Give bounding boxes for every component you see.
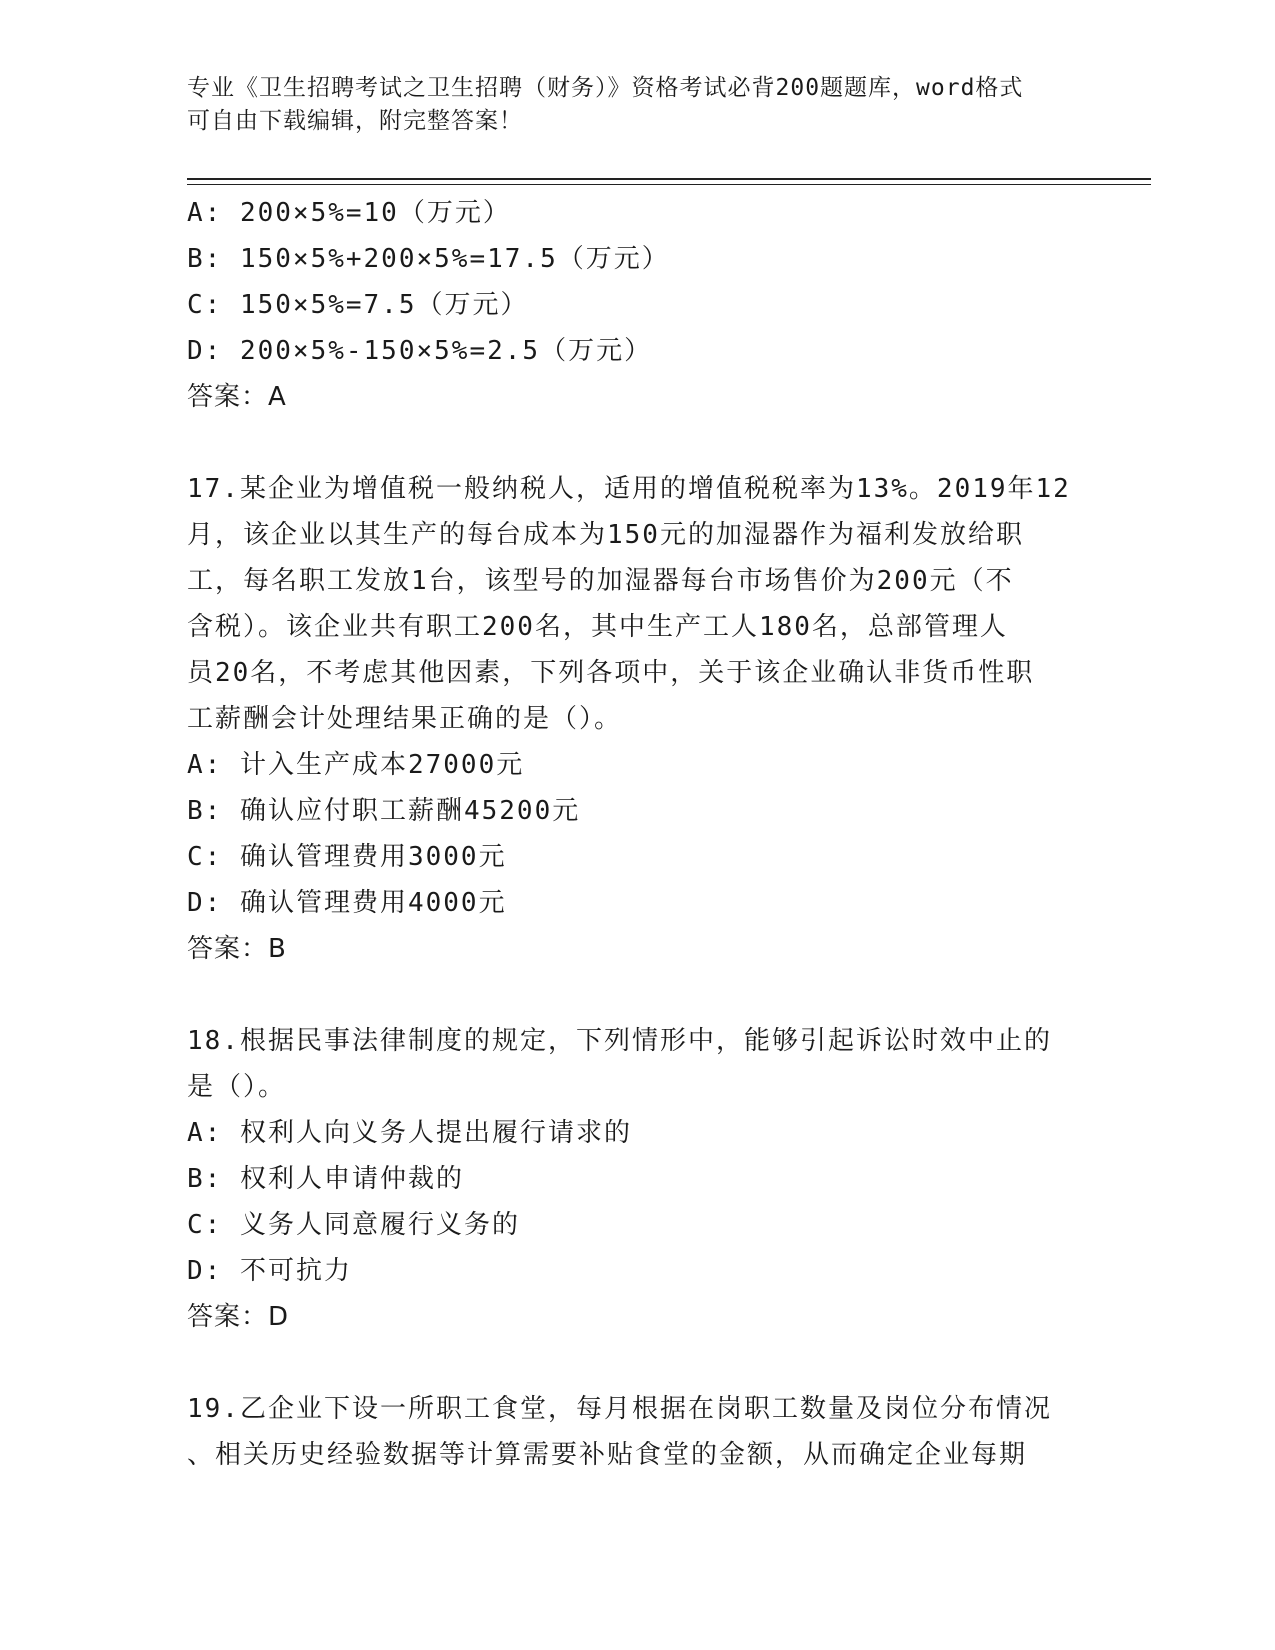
option-b: B: 权利人申请仲裁的 [187,1164,464,1194]
question-stem-line: 17.某企业为增值税一般纳税人，适用的增值税税率为13%。2019年12 [187,474,1071,504]
question-stem-line: 工，每名职工发放1台，该型号的加湿器每台市场售价为200元（不 [187,566,1014,596]
spacer [187,420,1087,466]
header-divider-thin [187,184,1151,185]
option-c: C: 确认管理费用3000元 [187,842,507,872]
question-stem-line: 员20名，不考虑其他因素，下列各项中，关于该企业确认非货币性职 [187,658,1035,688]
question-stem-line: 18.根据民事法律制度的规定，下列情形中，能够引起诉讼时效中止的 [187,1026,1052,1056]
question-16 [187,190,1087,420]
header-divider-thick [187,178,1151,180]
option-a: A: 计入生产成本27000元 [187,750,525,780]
question-17 [187,466,1087,972]
question-stem-line: 含税）。该企业共有职工200名，其中生产工人180名，总部管理人 [187,612,1008,642]
answer: 答案：B [187,934,287,964]
option-a: A: 200×5%=10（万元） [187,198,511,228]
question-stem-line: 月，该企业以其生产的每台成本为150元的加湿器作为福利发放给职 [187,520,1024,550]
header-title-line-2: 可自由下载编辑，附完整答案！ [187,108,523,134]
option-a: A: 权利人向义务人提出履行请求的 [187,1118,632,1148]
header-title-line-1: 专业《卫生招聘考试之卫生招聘（财务）》资格考试必背200题题库，word格式 [187,75,1024,101]
question-18 [187,1018,1087,1340]
option-d: D: 确认管理费用4000元 [187,888,507,918]
option-d: D: 200×5%-150×5%=2.5（万元） [187,336,653,366]
question-19 [187,1386,1087,1478]
question-stem-line: 、相关历史经验数据等计算需要补贴食堂的金额，从而确定企业每期 [187,1440,1028,1470]
document-body [187,190,1087,1478]
question-stem-line: 19.乙企业下设一所职工食堂，每月根据在岗职工数量及岗位分布情况 [187,1394,1052,1424]
option-b: B: 确认应付职工薪酬45200元 [187,796,581,826]
option-d: D: 不可抗力 [187,1256,352,1286]
document-header [187,72,1067,138]
spacer [187,1340,1087,1386]
option-b: B: 150×5%+200×5%=17.5（万元） [187,244,670,274]
answer: 答案：A [187,382,287,412]
option-c: C: 义务人同意履行义务的 [187,1210,520,1240]
spacer [187,972,1087,1018]
question-stem-line: 是（）。 [187,1072,287,1102]
question-stem-line: 工薪酬会计处理结果正确的是（）。 [187,704,623,734]
answer: 答案：D [187,1302,290,1332]
option-c: C: 150×5%=7.5（万元） [187,290,529,320]
